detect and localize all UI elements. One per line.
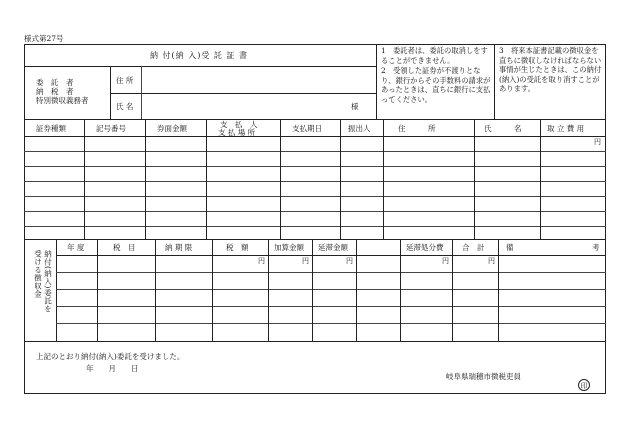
name-label: 氏 名 [116,102,134,111]
header-total: 合 計 [462,243,485,252]
securities-header-bottom [24,136,606,137]
securities-col-4 [280,119,281,239]
collection-side-label-1: 納付(納入)委託を [43,250,53,313]
header-payment-place: 支 払 場 所 [218,128,256,137]
total-unit-yen: 円 [488,257,495,265]
header-remarks-2: 考 [592,243,600,252]
cost-unit-yen: 円 [594,138,601,146]
note-2: 2 受領した証券が不渡りとなり、銀行からその手数料の請求があったときは、直ちに銀行に支払ってください。 [381,66,491,104]
note-3: 3 将来本証書記載の徴収金を直ちに徴収しなければならない事情が生じたときは、この納付(納入)の受託を取り消すことがあります。 [499,46,602,94]
collection-row-line-1 [56,272,606,273]
note-1: 1 委託者は、委託の取消しをすることができません。 [381,46,488,65]
collection-side-label-2: 受ける徴収金 [33,250,43,298]
securities-row-line-5 [24,211,606,212]
header-name: 氏 名 [484,124,522,133]
document-title: 納 付(納 入)受 託 証 書 [150,51,248,60]
collection-col-8 [452,239,453,341]
collection-col-5 [312,239,313,341]
header-fiscal-year: 年 度 [67,243,85,252]
header-drawer: 振出人 [348,124,371,133]
header-tax-item: 税 目 [113,243,136,252]
collection-col-3 [212,239,213,341]
disposal-cost-unit-yen: 円 [442,257,449,265]
securities-col-5 [340,119,341,239]
securities-col-6 [383,119,384,239]
receipt-statement: 上記のとおり納付(納入)委託を受けました。 [36,352,185,361]
header-remarks-1: 備 [506,243,514,252]
divider-title-bottom [24,66,376,67]
header-security-type: 証券種類 [36,124,66,133]
securities-row-line-4 [24,196,606,197]
header-code-number: 記号番号 [96,124,126,133]
collection-row-line-4 [56,323,606,324]
header-payer: 支 払 人 [220,120,258,129]
divider-address-name [110,93,376,94]
collection-row-line-3 [56,306,606,307]
tax-unit-yen: 円 [258,257,265,265]
receipt-date: 年 月 日 [86,364,139,373]
collection-col-6 [356,239,357,341]
securities-row-line-6 [24,226,606,227]
collection-row-line-2 [56,289,606,290]
divider-collection-bottom [24,341,606,342]
delinquency-unit-yen: 円 [346,257,353,265]
header-deadline: 納 期 限 [165,243,193,252]
header-delinquency: 延滞金額 [318,243,348,252]
divider-securities-bottom [24,239,606,240]
securities-col-7 [474,119,475,239]
honorific-sama: 様 [351,102,359,111]
securities-col-8 [540,119,541,239]
header-face-amount: 券面金額 [157,124,187,133]
collection-col-4 [268,239,269,341]
header-disposal-cost: 延滞処分費 [406,243,444,252]
divider-field-label [141,66,142,119]
header-collection-cost: 取 立 費 用 [547,124,585,133]
header-surcharge: 加算金額 [274,243,304,252]
form-number: 様式第27号 [24,34,64,43]
address-label: 住 所 [116,76,134,85]
securities-col-3 [206,119,207,239]
collection-col-1 [97,239,98,341]
securities-row-line-3 [24,181,606,182]
divider-notes-left [376,44,377,119]
header-due-date: 支払期日 [292,124,322,133]
official-seal: 印 [578,379,590,391]
issuer-name: 岐阜県瑞穂市徴税吏員 [446,372,521,381]
divider-top-section-bottom [24,119,606,120]
securities-col-2 [145,119,146,239]
securities-col-1 [84,119,85,239]
surcharge-unit-yen: 円 [302,257,309,265]
label-taxpayer: 納 税 者 [36,87,74,96]
label-consignor: 委 託 者 [36,78,74,87]
securities-row-line-2 [24,166,606,167]
securities-row-line-1 [24,151,606,152]
label-special-collector: 特別徴収義務者 [36,96,89,105]
collection-col-9 [498,239,499,341]
divider-notes-middle [494,44,495,119]
collection-col-7 [400,239,401,341]
collection-col-2 [155,239,156,341]
collection-header-bottom [56,255,606,256]
header-address: 住 所 [398,124,436,133]
header-tax-amount: 税 額 [226,243,249,252]
